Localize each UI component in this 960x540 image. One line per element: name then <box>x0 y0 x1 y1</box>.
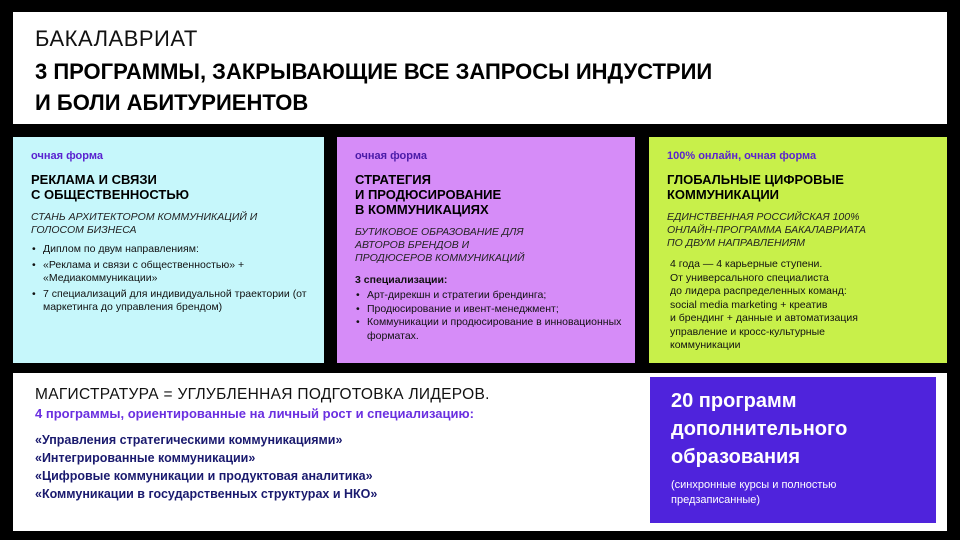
program-description <box>667 258 935 353</box>
master-subheading: 4 программы, ориентированные на личный рост и специализацию: <box>35 406 474 421</box>
program-card-digital <box>649 137 947 363</box>
program-slogan-line: АВТОРОВ БРЕНДОВ И <box>355 239 470 251</box>
program-slogan <box>31 211 312 237</box>
master-program-item: «Коммуникации в государственных структурах и НКО» <box>35 487 378 501</box>
program-slogan-line: ГОЛОСОМ БИЗНЕСА <box>31 224 137 236</box>
program-slogan-line: ПРОДЮСЕРОВ КОММУНИКАЦИЙ <box>355 252 525 264</box>
additional-education-title-line: дополнительного <box>671 418 848 440</box>
header-panel <box>13 12 947 124</box>
program-title <box>31 172 312 202</box>
program-title-line: РЕКЛАМА И СВЯЗИ <box>31 172 157 187</box>
bullet-item: • Арт-дирекшн и стратегии брендинга; <box>365 289 623 303</box>
master-program-item: «Управления стратегическими коммуникациями» <box>35 433 343 447</box>
program-slogan-line: ОНЛАЙН-ПРОГРАММА БАКАЛАВРИАТА <box>667 224 867 236</box>
program-bullets <box>355 289 623 343</box>
program-slogan-line: ЕДИНСТВЕННАЯ РОССИЙСКАЯ 100% <box>667 211 860 223</box>
additional-education-note-line: (синхронные курсы и полностью <box>671 479 837 491</box>
additional-education-note <box>671 478 936 508</box>
description-line: коммуникации <box>670 339 741 351</box>
program-slogan <box>355 226 623 265</box>
program-slogan-line: ПО ДВУМ НАПРАВЛЕНИЯМ <box>667 237 805 249</box>
bullet-item: • Диплом по двум направлениям: <box>41 243 312 257</box>
program-title-line: ГЛОБАЛЬНЫЕ ЦИФРОВЫЕ <box>667 172 844 187</box>
master-program-item: «Цифровые коммуникации и продуктовая аналитика» <box>35 469 373 483</box>
program-bullets <box>31 243 312 315</box>
program-card-strategy <box>337 137 635 363</box>
program-slogan-line: СТАНЬ АРХИТЕКТОРОМ КОММУНИКАЦИЙ И <box>31 211 258 223</box>
master-heading: МАГИСТРАТУРА = УГЛУБЛЕННАЯ ПОДГОТОВКА ЛИДЕРОВ. <box>35 386 490 403</box>
bullet-item: • Коммуникации и продюсирование в инновационных форматах. <box>365 316 623 343</box>
master-program-item: «Интегрированные коммуникации» <box>35 451 256 465</box>
bullet-item: • 7 специализаций для индивидуальной траектории (от маркетинга до управления брендом) <box>41 288 312 315</box>
program-title-line: И ПРОДЮСИРОВАНИЕ <box>355 187 502 202</box>
additional-education-title-line: образования <box>671 446 801 468</box>
page-title-line: 3 ПРОГРАММЫ, ЗАКРЫВАЮЩИЕ ВСЕ ЗАПРОСЫ ИНДУСТРИИ <box>35 59 713 84</box>
program-title-line: СТРАТЕГИЯ <box>355 172 431 187</box>
bullet-item: • Продюсирование и ивент-менеджмент; <box>365 303 623 317</box>
program-slogan-line: БУТИКОВОЕ ОБРАЗОВАНИЕ ДЛЯ <box>355 226 524 238</box>
section-subtitle: БАКАЛАВРИАТ <box>35 26 198 51</box>
specializations-label: 3 специализации: <box>355 274 448 286</box>
program-title-line: С ОБЩЕСТВЕННОСТЬЮ <box>31 187 190 202</box>
description-line: 4 года — 4 карьерные ступени. <box>670 258 823 270</box>
description-line: управление и кросс-культурные <box>670 325 825 338</box>
program-card-pr <box>13 137 324 363</box>
page-title <box>35 56 947 118</box>
study-form-label: очная форма <box>31 150 103 162</box>
page-title-line: И БОЛИ АБИТУРИЕНТОВ <box>35 90 309 115</box>
bullet-item: • «Реклама и связи с общественностью» + «Медиакоммуникации» <box>41 259 312 286</box>
program-title <box>355 172 623 217</box>
additional-education-note-line: предзаписанные) <box>671 494 761 506</box>
study-form-label: 100% онлайн, очная форма <box>667 150 817 162</box>
description-line: и брендинг + данные и автоматизация <box>670 312 858 324</box>
program-title <box>667 172 935 202</box>
description-line: до лидера распределенных команд: <box>670 285 847 297</box>
program-title-line: КОММУНИКАЦИИ <box>667 187 780 202</box>
additional-education-panel <box>650 377 936 523</box>
description-line: social media marketing + креатив <box>670 298 828 311</box>
study-form-label: очная форма <box>355 150 427 162</box>
program-slogan <box>667 211 935 250</box>
description-line: От универсального специалиста <box>670 271 829 284</box>
additional-education-title-line: 20 программ <box>671 390 797 412</box>
program-title-line: В КОММУНИКАЦИЯХ <box>355 202 489 217</box>
additional-education-title <box>671 387 936 471</box>
